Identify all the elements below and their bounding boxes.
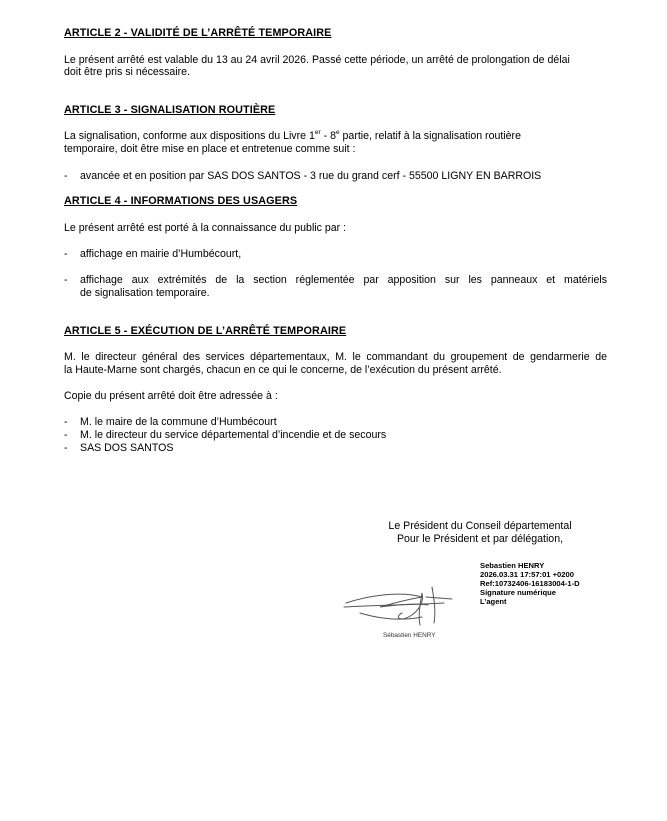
digital-signature-block	[480, 562, 580, 607]
signer-name: Sebastien HENRY	[480, 561, 545, 570]
article2-heading: ARTICLE 2 - VALIDITÉ DE L’ARRÊTÉ TEMPORAIRE	[64, 27, 332, 39]
article4-intro: Le présent arrêté est porté à la connaissance du public par :	[64, 222, 347, 234]
article5-line2: la Haute-Marne sont chargés, chacun en ce qui le concerne, de l’exécution du présent arrêté.	[64, 364, 502, 376]
signature-caption: Sébastien HENRY	[383, 632, 436, 639]
article4-item1-text: affichage en mairie d’Humbécourt,	[80, 248, 242, 260]
article3-sup-e: e	[335, 129, 340, 136]
article3-line1	[64, 130, 607, 143]
list-dash: -	[64, 416, 68, 428]
list-dash: -	[64, 442, 68, 454]
article3-line2: temporaire, doit être mise en place et entretenue comme suit :	[64, 143, 356, 155]
article5-heading: ARTICLE 5 - EXÉCUTION DE L’ARRÊTÉ TEMPORAIRE	[64, 325, 347, 337]
article3-line1-c: partie, relatif à la signalisation routière	[339, 130, 521, 142]
article5-line1: M. le directeur général des services départementaux, M. le commandant du groupement de gendarmerie de	[64, 351, 607, 363]
list-dash: -	[64, 274, 68, 286]
handwritten-signature	[340, 583, 460, 633]
article2-line2: doit être pris si nécessaire.	[64, 66, 191, 78]
article3-sup-er: er	[314, 129, 321, 136]
list-dash: -	[64, 170, 68, 182]
signature-line2: Pour le Président et par délégation,	[396, 533, 564, 545]
article3-line1-a: La signalisation, conforme aux dispositions du Livre 1	[64, 130, 315, 142]
list-dash: -	[64, 248, 68, 260]
list-dash: -	[64, 429, 68, 441]
signature-line1: Le Président du Conseil départemental	[388, 520, 572, 532]
article5-copy-intro: Copie du présent arrêté doit être adressée à :	[64, 390, 278, 402]
article3-line1-b: - 8	[320, 130, 336, 142]
signature-type: Signature numérique	[480, 587, 556, 597]
article4-item2-line2: de signalisation temporaire.	[80, 287, 210, 299]
signature-ref: Ref:10732406-16183004-1-D	[480, 578, 580, 588]
signature-datetime: 2026.03.31 17:57:01 +0200	[480, 569, 574, 579]
copy-item-1-text: M. le maire de la commune d’Humbécourt	[80, 416, 277, 428]
copy-item-2-text: M. le directeur du service départemental d’incendie et de secours	[80, 429, 387, 441]
copy-item-3-text: SAS DOS SANTOS	[80, 442, 174, 454]
article2-line1: Le présent arrêté est valable du 13 au 24 avril 2026. Passé cette période, un arrêté de prolongation de délai	[64, 54, 570, 66]
article4-heading: ARTICLE 4 - INFORMATIONS DES USAGERS	[64, 195, 298, 207]
article4-item2-line1: affichage aux extrémités de la section réglementée par apposition sur les panneaux et matériels	[80, 274, 607, 286]
article3-item1-text: avancée et en position par SAS DOS SANTOS - 3 rue du grand cerf - 55500 LIGNY EN BARROIS	[80, 170, 542, 182]
signature-role: L’agent	[480, 596, 507, 606]
article3-heading: ARTICLE 3 - SIGNALISATION ROUTIÈRE	[64, 104, 276, 116]
